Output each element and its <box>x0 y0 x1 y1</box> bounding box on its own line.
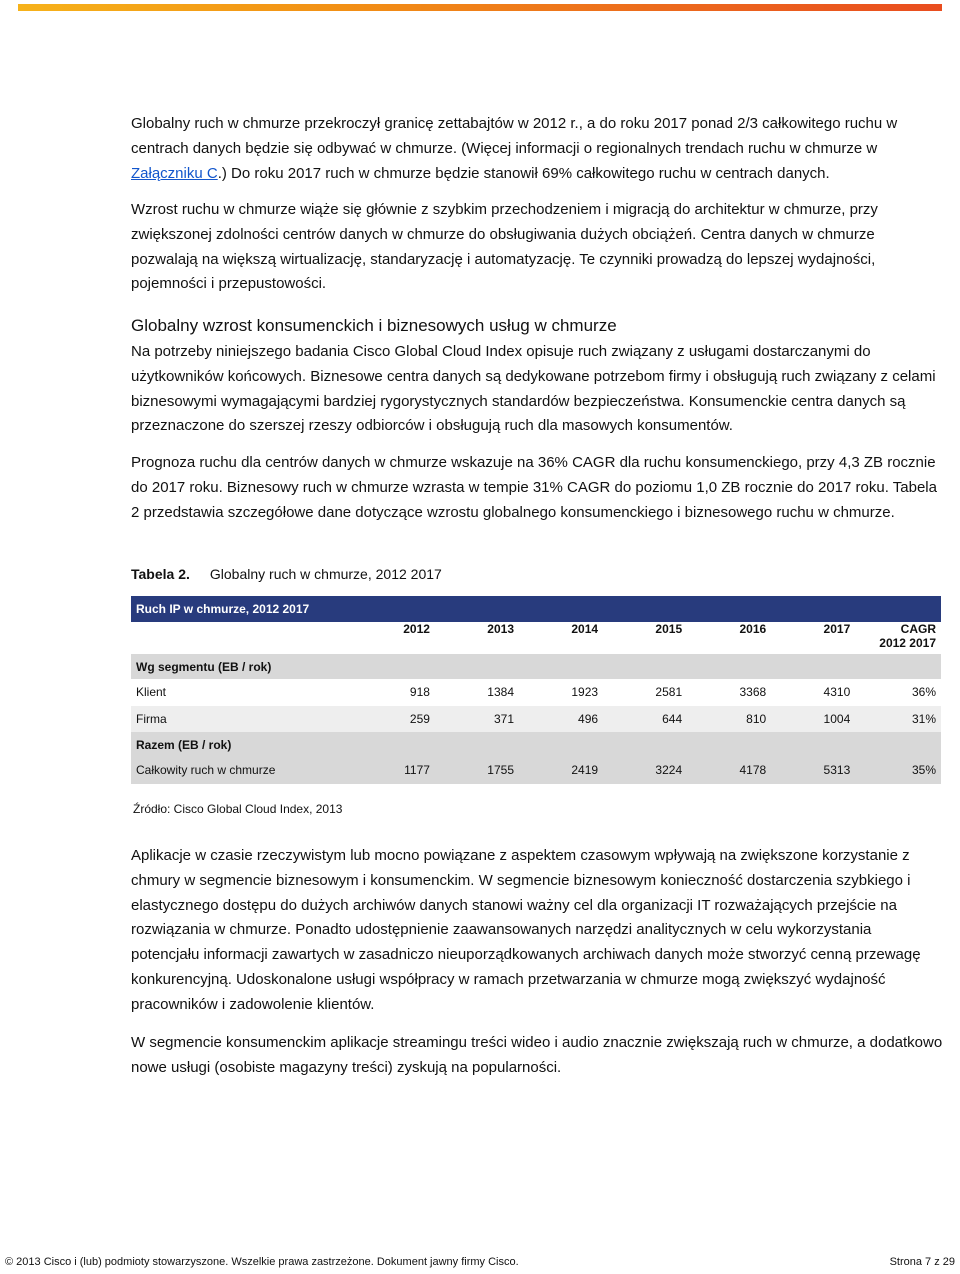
top-accent-bar <box>18 4 942 11</box>
footer-page-number: Strona 7 z 29 <box>889 1256 955 1268</box>
cagr-cell: 31% <box>855 706 941 733</box>
appendix-c-link[interactable]: Załączniku C <box>131 164 218 182</box>
total-section-label: Razem (EB / rok) <box>131 732 941 757</box>
value-cell: 4178 <box>687 757 771 784</box>
year-cell: 2013 <box>487 622 514 636</box>
cagr-header-line2: 2012 2017 <box>879 636 936 650</box>
total-section-row <box>131 732 941 757</box>
value-cell: 810 <box>687 706 771 733</box>
value-cell: 918 <box>409 685 430 700</box>
table-caption-title: Globalny ruch w chmurze, 2012 2017 <box>209 566 442 582</box>
value-cell: 1755 <box>435 757 519 784</box>
value-cell: 1923 <box>571 685 599 700</box>
paragraph-text: .) Do roku 2017 ruch w chmurze będzie stanowił 69% całkowitego ruchu w centrach danych. <box>217 164 830 182</box>
value-cell: 2581 <box>655 685 683 700</box>
table-caption-label: Tabela 2. <box>131 566 190 582</box>
value-cell: 5313 <box>771 757 855 784</box>
paragraph-applications: Aplikacje w czasie rzeczywistym lub mocno powiązane z aspektem czasowym wpływają na zwiększone korzystanie z chmury w segmencie biznesowym i konsumenckim. W segmencie biznesowym konieczność dostarczenia szybkiego i elastycznego dostępu do dużych archiwów danych stanowi ważny cel dla organizacji IT rozważających przejście na rozwiązania w chmurze. Ponadto udostępnienie zaawansowanych narzędzi analitycznych w celu wykorzystania potencjału informacji zawartych w zasadniczo nieuporządkowanych archiwach danych może stworzyć cenną przewagę konkurencyjną. Udoskonalone usługi współpracy w ramach przetwarzania w chmurze mogą zwiększyć wydajność pracowników i zadowolenie klientów. <box>131 847 921 1013</box>
table-header: Ruch IP w chmurze, 2012 2017 <box>131 596 941 622</box>
table-source: Źródło: Cisco Global Cloud Index, 2013 <box>133 802 343 816</box>
value-cell: 4310 <box>823 685 851 700</box>
value-cell: 3368 <box>739 685 767 700</box>
table-years-row <box>131 622 941 654</box>
table-row <box>131 679 941 706</box>
cagr-header-cell <box>855 622 941 654</box>
table-row <box>131 706 941 733</box>
footer-copyright: © 2013 Cisco i (lub) podmioty stowarzyszone. Wszelkie prawa zastrzeżone. Dokument jawny firmy Cisco. <box>5 1256 519 1268</box>
cagr-cell: 35% <box>855 757 941 784</box>
year-cell: 2014 <box>571 622 599 636</box>
value-cell: 1177 <box>357 757 435 784</box>
segment-label: Wg segmentu (EB / rok) <box>131 654 941 679</box>
paragraph-cloud-traffic <box>131 112 943 186</box>
paragraph-forecast: Prognoza ruchu dla centrów danych w chmurze wskazuje na 36% CAGR dla ruchu konsumenckiego, przy 4,3 ZB rocznie do 2017 roku. Biznesowy ruch w chmurze wzrasta w tempie 31% CAGR do poziomu 1,0 ZB rocznie do 2017 roku. Tabela 2 przedstawia szczegółowe dane dotyczące wzrostu globalnego konsumenckiego i biznesowego ruchu w chmurze. <box>131 454 937 521</box>
paragraph-consumer: W segmencie konsumenckim aplikacje streamingu treści wideo i audio znacznie zwiększają ruch w chmurze, a dodatkowo nowe usługi (osobiste magazyny treści) zyskują na popularności. <box>131 1034 943 1076</box>
section-heading: Globalny wzrost konsumenckich i biznesowych usług w chmurze <box>131 316 617 335</box>
segment-row <box>131 654 941 679</box>
year-cell: 2017 <box>823 622 851 636</box>
table-header-row <box>131 596 941 622</box>
value-cell: 496 <box>519 706 603 733</box>
value-cell: 259 <box>357 706 435 733</box>
year-cell: 2012 <box>403 622 430 636</box>
empty-cell <box>131 622 357 654</box>
year-cell: 2016 <box>739 622 767 636</box>
value-cell: 1384 <box>487 685 514 700</box>
total-row <box>131 757 941 784</box>
cagr-cell: 36% <box>911 685 936 700</box>
table-caption <box>131 566 442 582</box>
paragraph-definitions: Na potrzeby niniejszego badania Cisco Global Cloud Index opisuje ruch związany z usługami dostarczanymi do użytkowników końcowych. Biznesowe centra danych są dedykowane potrzebom firmy i obsługują ruch związany z celami biznesowymi wymagającymi bardziej rygorystycznych standardów bezpieczeństwa. Konsumenckie centra danych są przeznaczone do szerszej rzeszy odbiorców i obsługują ruch dla masowych konsumentów. <box>131 343 936 435</box>
year-cell: 2015 <box>655 622 683 636</box>
paragraph-growth: Wzrost ruchu w chmurze wiąże się głównie z szybkim przechodzeniem i migracją do architektur w chmurze, przy zwiększonej zdolności centrów danych w chmurze do obsługiwania dużych obciążeń. Centra danych w chmurze pozwalają na większą wirtualizację, standaryzację i automatyzację. Te czynniki prowadzą do lepszej wydajności, pojemności i przepustowości. <box>131 201 878 293</box>
row-label: Klient <box>136 685 167 700</box>
row-label: Całkowity ruch w chmurze <box>131 757 357 784</box>
cloud-traffic-table <box>131 596 941 784</box>
value-cell: 644 <box>603 706 687 733</box>
value-cell: 371 <box>435 706 519 733</box>
value-cell: 1004 <box>771 706 855 733</box>
row-label: Firma <box>131 706 357 733</box>
paragraph-text: Globalny ruch w chmurze przekroczył granicę zettabajtów w 2012 r., a do roku 2017 ponad 2/3 całkowitego ruchu w centrach danych będzie się odbywać w chmurze. (Więcej informacji o regionalnych trendach ruchu w chmurze w <box>131 115 898 157</box>
cagr-header-line1: CAGR <box>900 622 936 636</box>
value-cell: 2419 <box>519 757 603 784</box>
value-cell: 3224 <box>603 757 687 784</box>
